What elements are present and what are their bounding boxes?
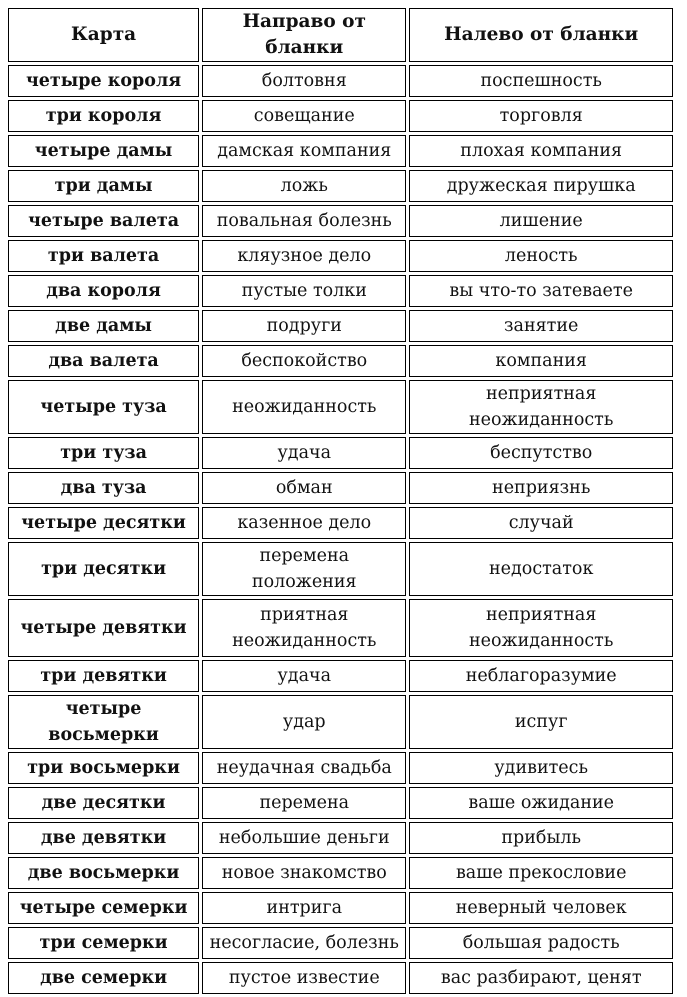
- header-left: Налево от бланки: [409, 8, 673, 62]
- row-left: вы что-то затеваете: [409, 275, 673, 307]
- row-card: четыре дамы: [8, 135, 199, 167]
- row-card: две семерки: [8, 962, 199, 994]
- table-row: [8, 170, 673, 202]
- row-right: кляузное дело: [202, 240, 406, 272]
- row-right: казенное дело: [202, 507, 406, 539]
- header-right: Направо от бланки: [202, 8, 406, 62]
- row-left: компания: [409, 345, 673, 377]
- row-right: удача: [202, 660, 406, 692]
- row-left: торговля: [409, 100, 673, 132]
- row-card: три валета: [8, 240, 199, 272]
- row-right: перемена: [202, 787, 406, 819]
- table-row: [8, 345, 673, 377]
- table-row: [8, 892, 673, 924]
- table-row: [8, 599, 673, 657]
- table-row: [8, 380, 673, 434]
- row-left: неверный человек: [409, 892, 673, 924]
- table-row: [8, 275, 673, 307]
- table-header-row: [8, 8, 673, 62]
- row-right: новое знакомство: [202, 857, 406, 889]
- table-row: [8, 962, 673, 994]
- row-left: большая радость: [409, 927, 673, 959]
- table-row: [8, 100, 673, 132]
- row-left: случай: [409, 507, 673, 539]
- row-left: ваше ожидание: [409, 787, 673, 819]
- row-left: ваше прекословие: [409, 857, 673, 889]
- table-row: [8, 857, 673, 889]
- table-row: [8, 927, 673, 959]
- row-card: два валета: [8, 345, 199, 377]
- row-right: несогласие, болезнь: [202, 927, 406, 959]
- row-right: болтовня: [202, 65, 406, 97]
- table-row: [8, 542, 673, 596]
- row-left: вас разбирают, ценят: [409, 962, 673, 994]
- row-card: два короля: [8, 275, 199, 307]
- row-card: две десятки: [8, 787, 199, 819]
- row-card: три семерки: [8, 927, 199, 959]
- table-row: [8, 695, 673, 749]
- row-right: совещание: [202, 100, 406, 132]
- row-left: неприятная неожиданность: [409, 380, 673, 434]
- row-right: удар: [202, 695, 406, 749]
- row-left: плохая компания: [409, 135, 673, 167]
- row-left: беспутство: [409, 437, 673, 469]
- row-left: леность: [409, 240, 673, 272]
- table-row: [8, 310, 673, 342]
- table-row: [8, 787, 673, 819]
- table-row: [8, 240, 673, 272]
- table-row: [8, 507, 673, 539]
- table-row: [8, 437, 673, 469]
- row-card: три восьмерки: [8, 752, 199, 784]
- row-card: три короля: [8, 100, 199, 132]
- row-card: две восьмерки: [8, 857, 199, 889]
- row-card: четыре девятки: [8, 599, 199, 657]
- row-right: небольшие деньги: [202, 822, 406, 854]
- row-left: неприятная неожиданность: [409, 599, 673, 657]
- row-left: лишение: [409, 205, 673, 237]
- row-card: три десятки: [8, 542, 199, 596]
- row-left: неприязнь: [409, 472, 673, 504]
- table-row: [8, 822, 673, 854]
- row-left: удивитесь: [409, 752, 673, 784]
- table-row: [8, 205, 673, 237]
- row-card: два туза: [8, 472, 199, 504]
- row-left: дружеская пирушка: [409, 170, 673, 202]
- row-card: две дамы: [8, 310, 199, 342]
- row-left: поспешность: [409, 65, 673, 97]
- card-meanings-table: [5, 5, 676, 997]
- row-right: обман: [202, 472, 406, 504]
- row-right: беспокойство: [202, 345, 406, 377]
- row-right: интрига: [202, 892, 406, 924]
- row-left: прибыль: [409, 822, 673, 854]
- row-left: неблагоразумие: [409, 660, 673, 692]
- table-row: [8, 65, 673, 97]
- table-row: [8, 472, 673, 504]
- row-right: приятная неожиданность: [202, 599, 406, 657]
- row-right: неудачная свадьба: [202, 752, 406, 784]
- row-right: повальная болезнь: [202, 205, 406, 237]
- row-card: четыре десятки: [8, 507, 199, 539]
- table-row: [8, 660, 673, 692]
- table-row: [8, 752, 673, 784]
- row-right: дамская компания: [202, 135, 406, 167]
- row-card: три девятки: [8, 660, 199, 692]
- row-left: занятие: [409, 310, 673, 342]
- row-card: три туза: [8, 437, 199, 469]
- row-card: четыре валета: [8, 205, 199, 237]
- row-right: перемена положения: [202, 542, 406, 596]
- row-card: четыре короля: [8, 65, 199, 97]
- row-right: неожиданность: [202, 380, 406, 434]
- row-right: удача: [202, 437, 406, 469]
- row-right: пустое известие: [202, 962, 406, 994]
- row-card: три дамы: [8, 170, 199, 202]
- row-right: пустые толки: [202, 275, 406, 307]
- row-card: две девятки: [8, 822, 199, 854]
- row-right: ложь: [202, 170, 406, 202]
- card-meanings-table-wrapper: [8, 8, 679, 994]
- row-left: испуг: [409, 695, 673, 749]
- row-right: подруги: [202, 310, 406, 342]
- row-card: четыре восьмерки: [8, 695, 199, 749]
- table-row: [8, 135, 673, 167]
- row-card: четыре туза: [8, 380, 199, 434]
- header-card: Карта: [8, 8, 199, 62]
- row-card: четыре семерки: [8, 892, 199, 924]
- row-left: недостаток: [409, 542, 673, 596]
